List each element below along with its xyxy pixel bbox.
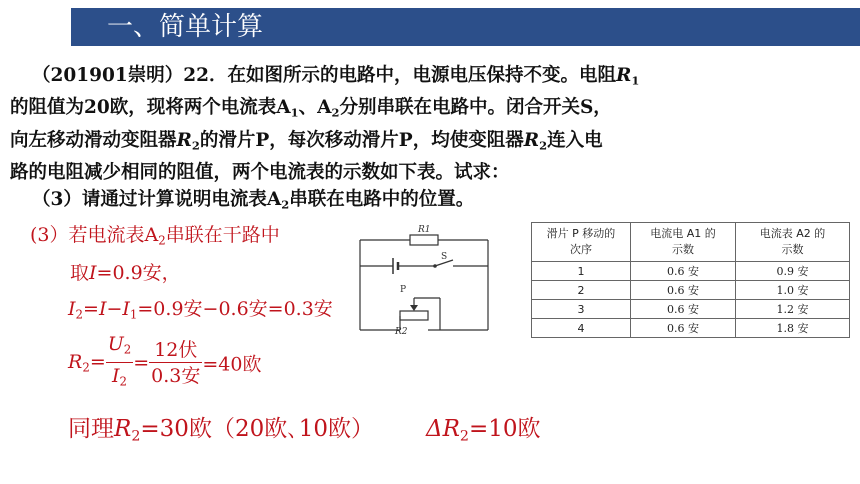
switch-pivot [433,264,437,268]
fraction-u2-i2: $\frac{U_2}{I_2}$ [107,333,132,389]
answer-line-3: $I_2=I-I_1=0.9$安−0.6安=0.3安 [68,298,333,322]
problem-line-1: （201901崇明）22．在如图所示的电路中，电源电压保持不变。电阻$R_1$ [32,65,640,88]
answer-line-4: $R_2=$ $\frac{U_2}{I_2}$ = $\frac{\text{12伏}}{\text{0.3安}}$ =40欧 [68,332,262,394]
header-move-order: 滑片 P 移动的 次序 [532,223,631,262]
label-r2: R2 [395,327,408,337]
label-r1: R1 [418,225,431,235]
header-a2: 电流表 A2 的 示数 [736,223,850,262]
problem-line-4: 路的电阻减少相同的阻值，两个电流表的示数如下表。试求： [10,162,510,184]
section-title-bar [71,8,860,46]
label-slider: P [400,285,407,295]
problem-line-3: 向左移动滑动变阻器$R_2$的滑片P，每次移动滑片P，均使变阻器$R_2$连入电 [10,129,603,153]
problem-line-5: （3）请通过计算说明电流表$A_2$串联在电路中的位置。 [32,189,475,212]
table-row: 1 0.6 安 0.9 安 [532,262,850,281]
fraction-12-over-03: $\frac{\text{12伏}}{\text{0.3安}}$ [151,338,201,387]
answer-line-5: 同理$R_2=30$欧（20欧､10欧） $\Delta R_2=10$欧 [68,416,541,445]
problem-statement [10,62,850,219]
circuit-diagram [355,222,495,342]
current-readings-table [531,222,850,338]
label-switch: S [441,252,448,262]
answer-line-2: 取I=0.9安， [70,262,181,284]
section-title: 一、简单计算 [107,12,264,42]
slider-arrow [410,305,418,311]
header-a1: 电流电 A1 的 示数 [631,223,736,262]
rheostat-r2 [400,311,428,320]
table-header-row [532,223,850,262]
table-row: 3 0.6 安 1.2 安 [532,300,850,319]
table-row: 4 0.6 安 1.8 安 [532,319,850,338]
answer-line-1: (3）若电流表$A_2$串联在干路中 [30,224,280,248]
problem-line-2: 的阻值为20欧，现将两个电流表$A_1$、$A_2$分别串联在电路中。闭合开关S， [10,97,612,120]
table-row: 2 0.6 安 1.0 安 [532,281,850,300]
resistor-r1 [410,235,438,245]
